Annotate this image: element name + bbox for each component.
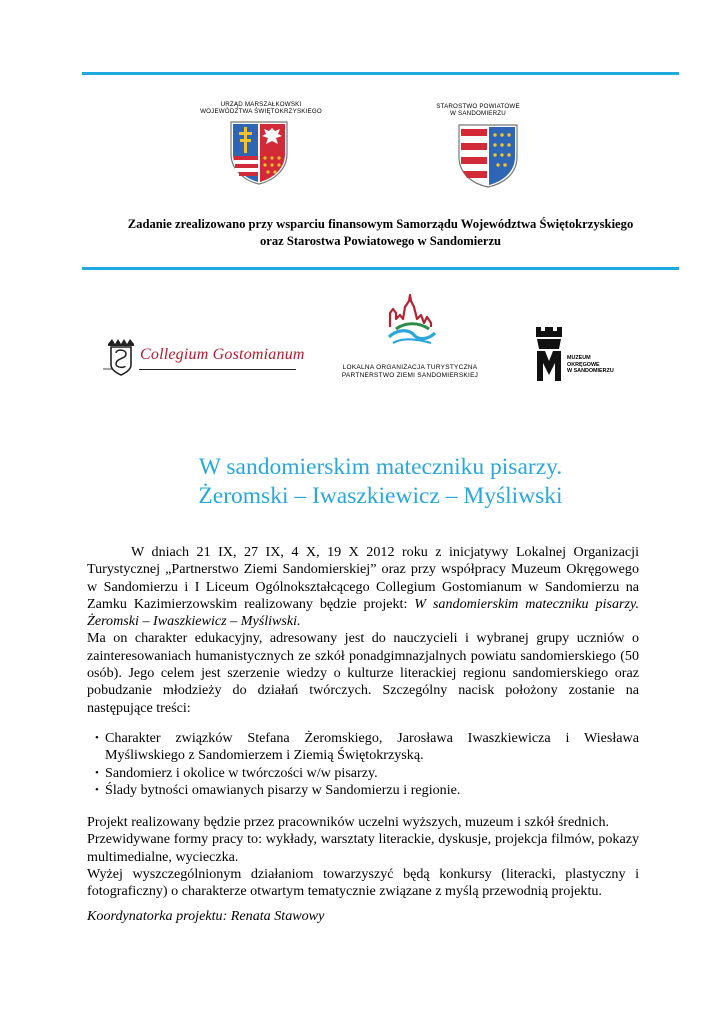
museum-logo-icon — [533, 325, 565, 383]
top-rule — [82, 72, 679, 75]
forms-paragraph: Przewidywane formy pracy to: wykłady, warsztaty literackie, dyskusje, projekcja filmów, pokazy multimedialne, wycieczka. — [87, 831, 639, 865]
support-statement: Zadanie zrealizowano przy wsparciu finansowym Samorządu Województwa Świętokrzyskiego oraz Starostwa Powiatowego w Sandomierzu — [127, 217, 634, 248]
contests-paragraph: Wyżej wyszczególnionym działaniom towarzyszyć będą konkursy (literacki, plastyczny i fotograficzny) o charakterze otwartym tematycznie związane z myślą przewodnią projektu. — [87, 866, 639, 900]
collegium-underline — [139, 369, 296, 370]
list-item: • Sandomierz i okolice w twórczości w/w pisarzy. — [95, 765, 639, 782]
lot-caption: LOKALNA ORGANIZACJA TURYSTYCZNA PARTNERSTWO ZIEMI SANDOMIERSKIEJ — [341, 364, 479, 379]
page-title: W sandomierskim mateczniku pisarzy. Żeromski – Iwaszkiewicz – Myśliwski — [198, 454, 563, 509]
museum-caption: MUZEUM OKRĘGOWE W SANDOMIERZU — [567, 355, 614, 374]
topic-list — [87, 730, 639, 799]
list-item: • Ślady bytności omawianych pisarzy w Sandomierzu i regionie. — [95, 782, 639, 799]
body-text — [87, 544, 639, 925]
collegium-name: Collegium Gostomianum — [140, 346, 305, 363]
collegium-crest-icon — [103, 337, 139, 379]
bottom-rule — [82, 267, 679, 270]
coat-left-emblem — [229, 120, 289, 186]
coat-left-caption: URZĄD MARSZAŁKOWSKI WOJEWÓDZTWA ŚWIĘTOKRZYSKIEGO — [200, 101, 322, 115]
coat-right-caption: STAROSTWO POWIATOWE W SANDOMIERZU — [436, 103, 520, 117]
list-item: • Charakter związków Stefana Żeromskiego, Jarosława Iwaszkiewicza i Wiesława Myśliwskiego z Sandomierzem i Ziemią Świętokrzyską. — [95, 730, 639, 765]
coordinator-signoff: Koordynatorka projektu: Renata Stawowy — [87, 907, 325, 924]
intro-paragraph: W dniach 21 IX, 27 IX, 4 X, 19 X 2012 roku z inicjatywy Lokalnej Organizacji Turystycznej „Partnerstwo Ziemi Sandomierskiej” oraz przy współpracy Muzeum Okręgowego w Sandomierzu i I Liceum Ogólnokształcącego Collegium Gostomianum w Sandomierzu na Zamku Kazimierzowskim realizowany będzie projekt: W sandomierskim mateczniku pisarzy. Żeromski – Iwaszkiewicz – Myśliwski. — [87, 544, 639, 630]
purpose-paragraph: Ma on charakter edukacyjny, adresowany jest do nauczycieli i wybranej grupy uczniów o zainteresowaniach humanistycznych ze szkół ponadgimnazjalnych powiatu sandomierskiego (50 osób). Jego celem jest szerzenie wiedzy o kulturze literackiej regionu sandomierskiego oraz pobudzanie młodzieży do działań twórczych. Szczególny nacisk położony zostanie na następujące treści: — [87, 630, 639, 716]
organizers-paragraph: Projekt realizowany będzie przez pracowników uczelni wyższych, muzeum i szkół średnich. — [87, 814, 610, 831]
coat-right-emblem — [457, 123, 519, 189]
lot-logo-icon — [383, 293, 441, 351]
